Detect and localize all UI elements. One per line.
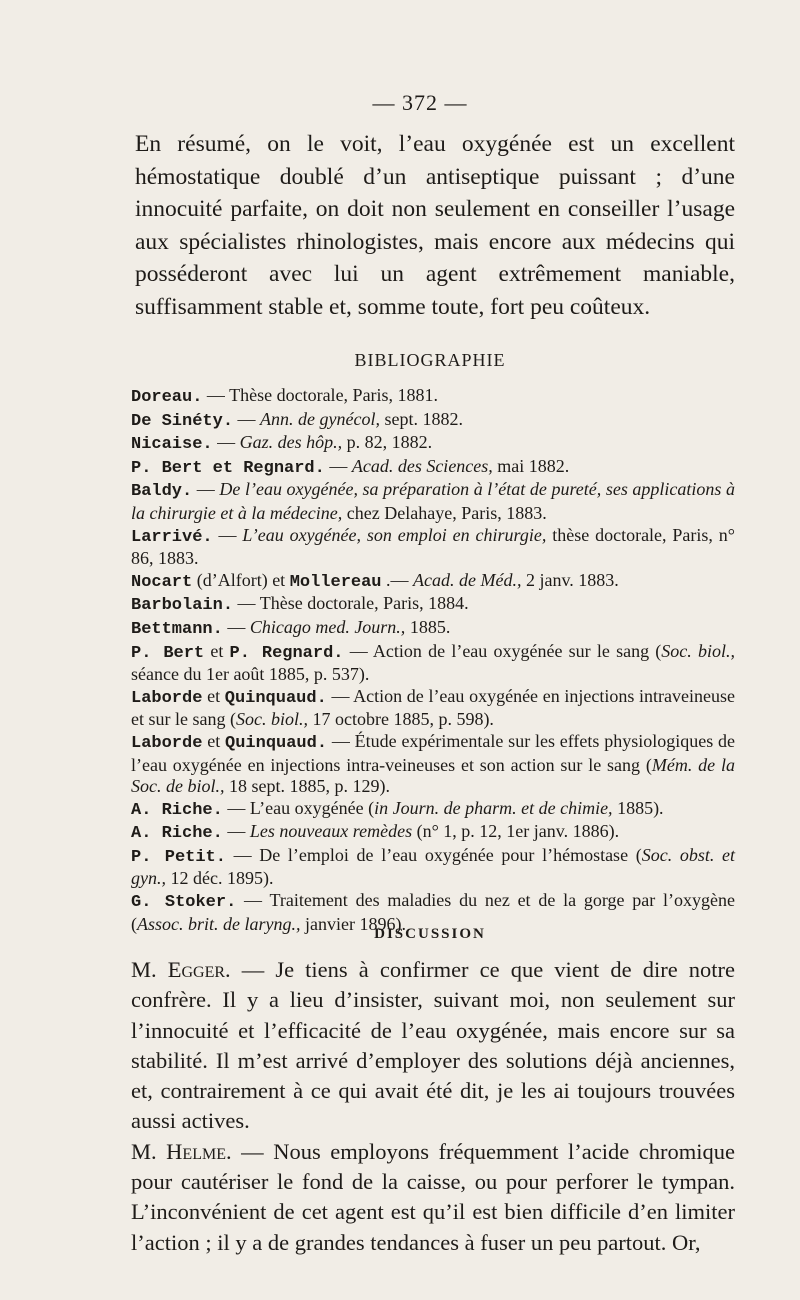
entry-source-italic: Soc. obst. et gyn., [131, 844, 735, 889]
entry-author: Doreau. [131, 388, 203, 407]
entry-title-italic: Les nouveaux remèdes [249, 821, 413, 842]
entry-author: P. Bert et Regnard. [131, 458, 325, 478]
entry-title-italic: Acad. de Méd., [413, 569, 522, 590]
entry-details: Étude expérimentale sur les effets physiologiques de l’eau oxygénée en injections intra-veineuses et son action sur le sang ( [131, 730, 736, 775]
entry-details: L’eau oxygénée ( [249, 797, 375, 818]
bibliography-entry [131, 593, 735, 617]
entry-details: chez Delahaye, Paris, 1883. [342, 502, 547, 523]
bibliography-entry [131, 798, 735, 822]
entry-details: Action de l’eau oxygénée sur le sang ( [372, 640, 662, 661]
entry-coauthor: Mollereau [289, 572, 382, 592]
entry-separator: — [326, 685, 354, 706]
entry-separator: — [222, 616, 250, 637]
speaker-name: M. Egger. [131, 957, 231, 982]
entry-title-italic: Acad. des Sciences, [351, 455, 493, 476]
entry-separator: .— [381, 569, 414, 590]
entry-details: sept. 1882. [379, 408, 463, 429]
entry-details: thèse doctorale, Paris, n° 86, 1883. [131, 524, 735, 569]
entry-author: G. Stoker. [131, 893, 237, 913]
entry-source-italic: Soc. biol., [661, 640, 735, 661]
entry-author: Bettmann. [131, 619, 223, 639]
entry-author: Nicaise. [131, 435, 213, 455]
entry-separator: — [212, 524, 243, 545]
entry-author: Larrivé. [131, 527, 213, 547]
discussion-paragraph [131, 1137, 735, 1258]
entry-details: Action de l’eau oxygénée en injections intraveineuse et sur le sang ( [131, 685, 735, 730]
entry-source-italic: Soc. biol., [235, 709, 308, 730]
entry-details: mai 1882. [492, 455, 570, 476]
bibliography-entry [131, 641, 735, 686]
bibliography-entry [131, 525, 735, 570]
entry-source-details: janvier 1896). [300, 913, 406, 934]
entry-author: P. Petit. [131, 847, 226, 867]
entry-source-details: séance du 1er août 1885, p. 537). [131, 664, 370, 685]
entry-title-italic: De l’eau oxygénée, sa préparation à l’état de pureté, ses applications à la chirurgie et à la médecine, [131, 479, 736, 523]
entry-source-details: 1885). [612, 797, 664, 818]
entry-details: Thèse doctorale, Paris, 1881. [229, 385, 439, 405]
entry-author: De Sinéty. [131, 411, 234, 431]
entry-author: Baldy. [131, 482, 193, 502]
bibliography-entry [131, 456, 735, 480]
entry-connector: et [204, 640, 230, 661]
speaker-name: M. Helme. [131, 1138, 232, 1164]
entry-separator: — [233, 408, 261, 429]
bibliography-entry [131, 409, 735, 433]
bibliography-entry [131, 845, 735, 890]
entry-title-italic: Ann. de gynécol, [260, 408, 380, 429]
entry-details: 1885. [405, 616, 451, 637]
entry-source-italic: in Journ. de pharm. et de chimie, [374, 797, 613, 818]
entry-source-italic: Mém. de la Soc. de biol., [131, 754, 735, 797]
entry-connector: et [202, 730, 226, 751]
entry-author: Nocart [131, 572, 193, 592]
bibliography-title: BIBLIOGRAPHIE [354, 350, 506, 370]
entry-separator: — [324, 455, 352, 476]
speaker-text: — Je tiens à confirmer ce que vient de dire notre confrère. Il y a lieu d’insister, suivant moi, non seulement sur l’innocuité et l’efficacité de l’eau oxygénée, mais encore sur sa stabilité. Il m’est arrivé d’employer des solutions déjà anciennes, et, contrairement à ce qui avait été dit, je les ai toujours trouvées aussi actives. [131, 957, 735, 1134]
bibliography-entry [131, 821, 735, 845]
entry-title-italic: Chicago med. Journ., [249, 616, 406, 637]
entry-separator: — [225, 844, 260, 865]
entry-details: De l’emploi de l’eau oxygénée pour l’hémostase ( [259, 844, 642, 865]
intro-paragraph [135, 128, 735, 324]
entry-coauthor: P. Regnard. [229, 643, 344, 663]
entry-author: A. Riche. [131, 800, 223, 820]
entry-source-details: 12 déc. 1895). [166, 868, 274, 889]
entry-author: P. Bert [131, 643, 205, 663]
bibliography-list [131, 385, 735, 935]
entry-connector: (d’Alfort) et [192, 569, 290, 590]
entry-author: Barbolain. [131, 596, 234, 616]
entry-details: (n° 1, p. 12, 1er janv. 1886). [412, 821, 620, 842]
entry-author: A. Riche. [131, 824, 223, 844]
entry-connector: et [202, 685, 225, 706]
discussion-body [131, 955, 735, 1258]
entry-source-details: 18 sept. 1885, p. 129). [224, 776, 390, 797]
bibliography-entry [131, 385, 735, 409]
intro-text: En résumé, on le voit, l’eau oxygénée est un excellent hémostatique doublé d’un antiseptique puissant ; d’une innocuité parfaite, on doit non seulement en conseiller l’usage aux spécialistes rhinologistes, mais encore aux médecins qui posséderont avec lui un agent extrêmement maniable, suffisamment stable et, somme toute, fort peu coûteux. [135, 131, 735, 320]
entry-details: 2 janv. 1883. [521, 569, 619, 590]
entry-title-italic: Gaz. des hôp., [239, 432, 343, 453]
bibliography-entry [131, 570, 735, 594]
entry-source-details: 17 octobre 1885, p. 598). [307, 709, 494, 730]
entry-separator: — [222, 821, 250, 842]
entry-title-italic: L’eau oxygénée, son emploi en chirurgie, [242, 524, 547, 545]
page-number: — 372 — [372, 90, 468, 115]
bibliography-entry [131, 479, 735, 524]
entry-separator: — [233, 593, 260, 614]
entry-separator: — [327, 730, 355, 751]
bibliography-entry [131, 686, 735, 731]
bibliography-entry [131, 731, 735, 798]
discussion-paragraph [131, 955, 735, 1137]
entry-separator: — [222, 797, 250, 818]
entry-separator: — [212, 432, 240, 453]
entry-details: p. 82, 1882. [342, 432, 433, 453]
entry-separator: — [236, 890, 270, 911]
entry-separator: — [343, 640, 373, 661]
entry-author: Laborde [131, 733, 203, 753]
entry-separator: — [202, 385, 230, 405]
entry-coauthor: Quinquaud. [224, 688, 327, 708]
entry-details: Thèse doctorale, Paris, 1884. [259, 593, 469, 614]
entry-author: Laborde [131, 688, 203, 708]
entry-source-italic: Assoc. brit. de laryng., [137, 913, 301, 934]
bibliography-entry [131, 617, 735, 641]
bibliography-entry [131, 432, 735, 456]
entry-separator: — [192, 479, 220, 500]
discussion-title: DISCUSSION [374, 926, 486, 942]
entry-coauthor: Quinquaud. [225, 733, 328, 753]
speaker-text: — Nous employons fréquemment l’acide chromique pour cautériser le fond de la caisse, ou pour perforer le tympan. L’inconvénient de cet agent est qu’il est bien difficile d’en limiter l’action ; il y a de grandes tendances à fuser un peu partout. Or, [131, 1138, 735, 1255]
entry-details: Traitement des maladies du nez et de la gorge par l’oxygène ( [131, 890, 735, 934]
